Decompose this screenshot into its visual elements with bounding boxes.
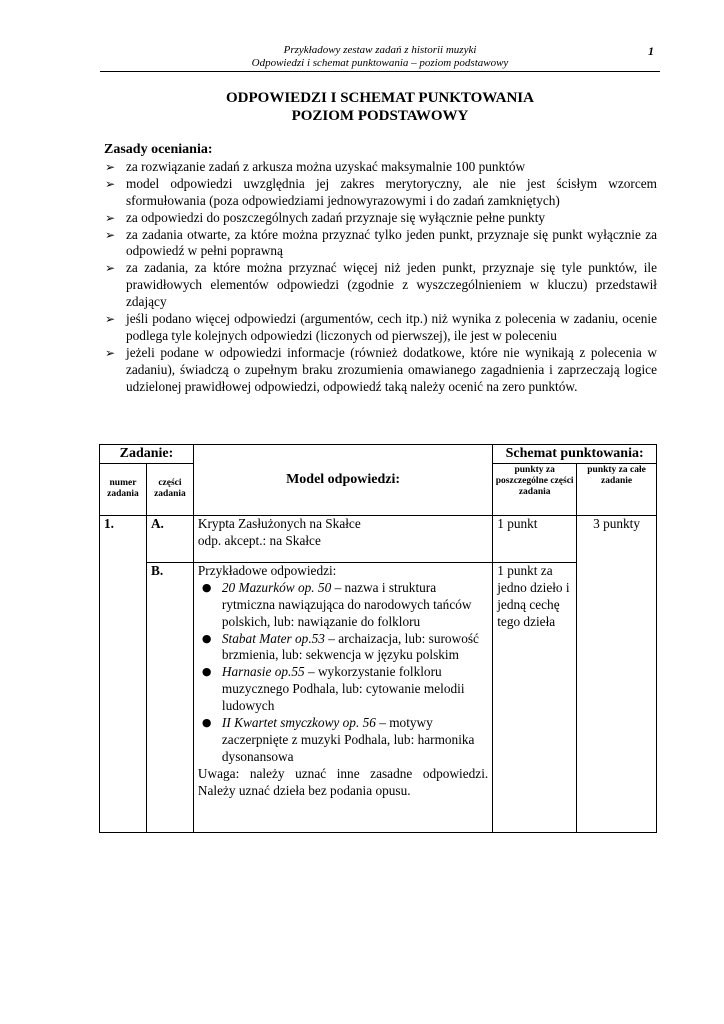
title-line-1: ODPOWIEDZI I SCHEMAT PUNKTOWANIA xyxy=(226,90,534,106)
bullet-icon: ● xyxy=(201,665,212,679)
example-answers-list xyxy=(198,580,488,766)
header-subtitle: Odpowiedzi i schemat punktowania – poziom podstawowy xyxy=(100,57,660,72)
part-label-a: A. xyxy=(146,515,193,562)
list-item: ● Harnasie op.55 – wykorzystanie folkloru muzycznego Podhala, lub: cytowanie melodii ludowych xyxy=(201,664,465,714)
rule-item: ➢ za zadania, za które można przyznać więcej niż jeden punkt, przyznaje się tyle punktów, ile prawidłowych elementów odpowiedzi (zgodnie z wyszczególnieniem w kluczu) przedstawił zdający xyxy=(105,260,657,310)
header-punkty-czesci: punkty za poszczególne części zadania xyxy=(493,463,577,515)
part-label-b: B. xyxy=(146,562,193,832)
list-item: ● 20 Mazurków op. 50 – nazwa i struktura rytmiczna nawiązująca do narodowych tańców polskich, lub: nawiązanie do folkloru xyxy=(201,579,472,629)
table-row xyxy=(100,562,657,832)
page-number: 1 xyxy=(648,44,654,58)
part-a-points: 1 punkt xyxy=(493,515,577,562)
rule-item: ➢ jeśli podano więcej odpowiedzi (argumentów, cech itp.) niż wynika z polecenia w zadaniu, ocenie podlega tyle kolejnych odpowiedzi (liczonych od pierwszej), ile jest w poleceniu xyxy=(105,311,657,343)
task-number: 1. xyxy=(100,515,147,832)
bullet-icon: ● xyxy=(201,716,212,730)
table-header-row xyxy=(100,445,657,464)
list-item: ● Stabat Mater op.53 – archaizacja, lub: surowość brzmienia, lub: sekwencja w języku polskim xyxy=(201,630,479,663)
rule-item: ➢ za odpowiedzi do poszczególnych zadań przyznaje się wyłącznie pełne punkty xyxy=(105,209,546,225)
bullet-icon: ● xyxy=(201,580,212,594)
running-header xyxy=(100,44,660,72)
grading-rules xyxy=(104,142,657,396)
rule-item: ➢ za rozwiązanie zadań z arkusza można uzyskać maksymalnie 100 punktów xyxy=(105,158,526,174)
answer-note: Uwaga: należy uznać inne zasadne odpowiedzi. Należy uznać dzieła bez podania opusu. xyxy=(197,765,489,798)
arrow-bullet-icon: ➢ xyxy=(105,210,116,225)
arrow-bullet-icon: ➢ xyxy=(105,227,116,242)
document-title xyxy=(100,89,660,125)
rule-item: ➢ jeżeli podane w odpowiedzi informacje (również dodatkowe, które nie wynikają z polecenia w zadaniu), świadczą o zupełnym braku zrozumienia omawianego zagadnienia i zaprzeczają logice udzielonej prawidłowej odpowiedzi, odpowiedź taką należy ocenić na zero punktów. xyxy=(105,344,657,394)
rules-heading: Zasady oceniania: xyxy=(104,142,213,157)
task-total-points: 3 punkty xyxy=(577,515,657,832)
arrow-bullet-icon: ➢ xyxy=(105,176,116,191)
arrow-bullet-icon: ➢ xyxy=(105,261,116,276)
table-row xyxy=(100,515,657,562)
arrow-bullet-icon: ➢ xyxy=(105,159,116,174)
header-zadanie: Zadanie: xyxy=(100,445,194,464)
answer-key-table xyxy=(99,444,657,833)
header-punkty-calosc: punkty za całe zadanie xyxy=(577,463,657,515)
header-numer-zadania: numer zadania xyxy=(100,463,147,515)
rules-list xyxy=(104,159,657,396)
title-line-2: POZIOM PODSTAWOWY xyxy=(291,108,469,124)
header-title: Przykładowy zestaw zadań z historii muzyki xyxy=(283,44,477,56)
header-model: Model odpowiedzi: xyxy=(193,445,492,516)
rule-item: ➢ za zadania otwarte, za które można przyznać tylko jeden punkt, przyznaje się punkt wyłącznie za odpowiedź w pełni poprawną xyxy=(105,226,657,259)
bullet-icon: ● xyxy=(201,631,212,645)
part-b-answer: Przykładowe odpowiedzi: ● 20 Mazurków op. 50 – nazwa i struktura rytmiczna nawiązująca do narodowych tańców polskich, lub: nawiązanie do folkloru ● Stabat Mater op.53 – archaizacja, lub: surowość brzmienia, lub: sekwencja w języku polskim ● Harnasie op.55 – wykorzystanie folkloru muzycznego Podhala, lub: cytowanie melodii ludowych ● II Kwartet smyczkowy op. 56 – motywy zaczerpnięte z muzyki Podhala, lub: harmonika dysonansowa Uwaga: należy uznać inne zasadne odpowiedzi. Należy uznać dzieła bez podania opusu. xyxy=(193,562,492,832)
arrow-bullet-icon: ➢ xyxy=(105,312,116,327)
header-czesci-zadania: części zadania xyxy=(146,463,193,515)
header-schemat: Schemat punktowania: xyxy=(493,445,657,464)
arrow-bullet-icon: ➢ xyxy=(105,345,116,360)
rule-item: ➢ model odpowiedzi uwzględnia jej zakres merytoryczny, ale nie jest ścisłym wzorcem sformułowania (poza odpowiedziami jednowyrazowymi i do zadań zamkniętych) xyxy=(105,175,657,208)
part-a-answer: Krypta Zasłużonych na Skałce odp. akcept.: na Skałce xyxy=(193,515,492,562)
list-item: ● II Kwartet smyczkowy op. 56 – motywy zaczerpnięte z muzyki Podhala, lub: harmonika dysonansowa xyxy=(201,715,475,764)
part-b-points: 1 punkt za jedno dzieło i jedną cechę tego dzieła xyxy=(493,562,577,832)
